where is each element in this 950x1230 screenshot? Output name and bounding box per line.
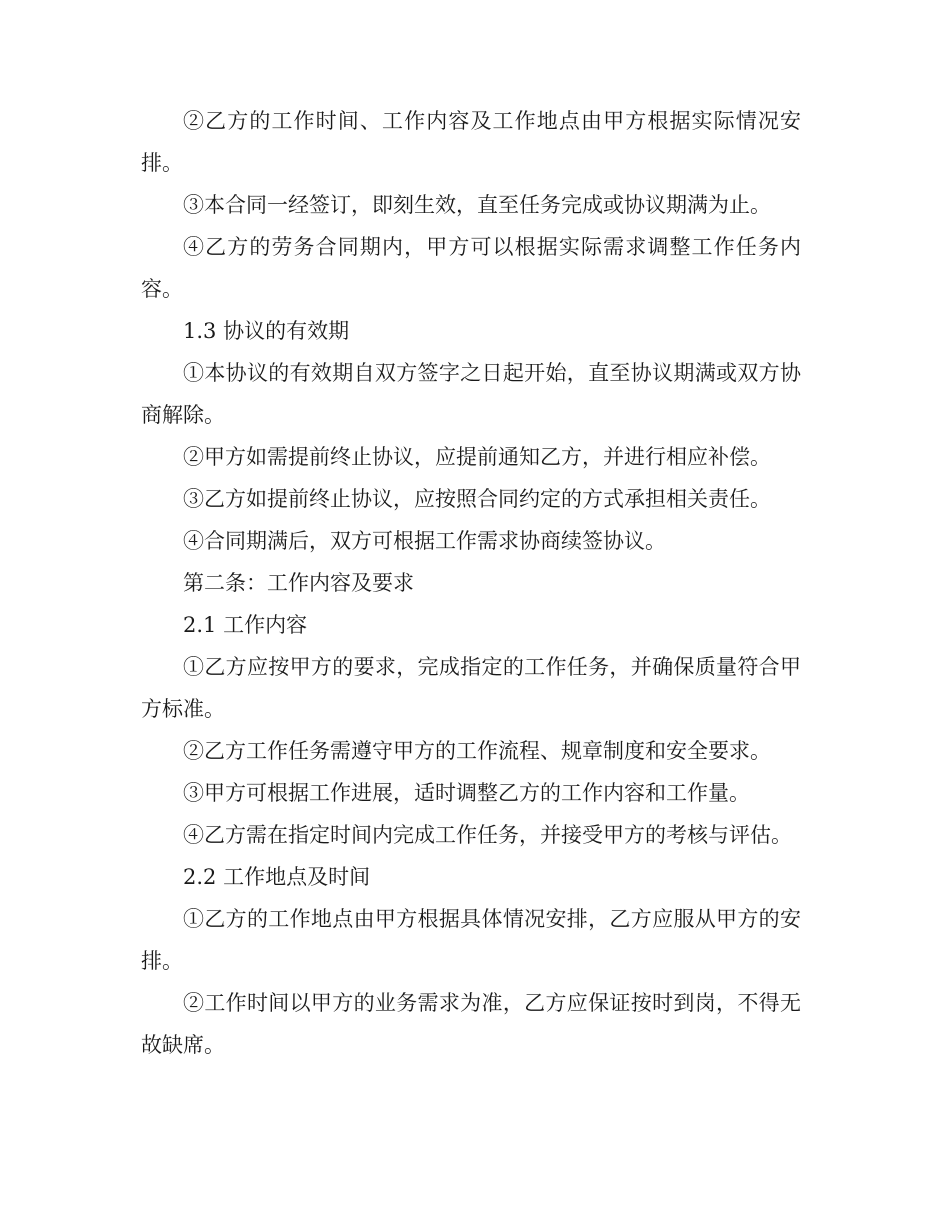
- paragraph-validity-start: ①本协议的有效期自双方签字之日起开始，直至协议期满或双方协商解除。: [141, 361, 801, 427]
- paragraph-workload-adjustment: ③甲方可根据工作进展，适时调整乙方的工作内容和工作量。: [183, 781, 750, 805]
- document-body: [141, 100, 801, 1066]
- paragraph-task-completion: ①乙方应按甲方的要求，完成指定的工作任务，并确保质量符合甲方标准。: [141, 655, 801, 721]
- paragraph-assessment: ④乙方需在指定时间内完成工作任务，并接受甲方的考核与评估。: [183, 823, 792, 847]
- article-heading-2: 第二条：工作内容及要求: [183, 571, 414, 595]
- paragraph-work-hours: ②工作时间以甲方的业务需求为准，乙方应保证按时到岗，不得无故缺席。: [141, 991, 801, 1057]
- section-heading-2-2: 2.2 工作地点及时间: [183, 865, 371, 889]
- section-heading-1-3: 1.3 协议的有效期: [183, 319, 350, 343]
- paragraph-party-a-termination: ②甲方如需提前终止协议，应提前通知乙方，并进行相应补偿。: [183, 445, 771, 469]
- paragraph-contract-effective: ③本合同一经签订，即刻生效，直至任务完成或协议期满为止。: [183, 193, 771, 217]
- section-heading-2-1: 2.1 工作内容: [183, 613, 308, 637]
- paragraph-work-arrangement: ②乙方的工作时间、工作内容及工作地点由甲方根据实际情况安排。: [141, 109, 801, 175]
- paragraph-party-b-termination: ③乙方如提前终止协议，应按照合同约定的方式承担相关责任。: [183, 487, 771, 511]
- paragraph-task-adjustment: ④乙方的劳务合同期内，甲方可以根据实际需求调整工作任务内容。: [141, 235, 801, 301]
- paragraph-rules-compliance: ②乙方工作任务需遵守甲方的工作流程、规章制度和安全要求。: [183, 739, 771, 763]
- paragraph-renewal: ④合同期满后，双方可根据工作需求协商续签协议。: [183, 529, 666, 553]
- paragraph-work-location: ①乙方的工作地点由甲方根据具体情况安排，乙方应服从甲方的安排。: [141, 907, 801, 973]
